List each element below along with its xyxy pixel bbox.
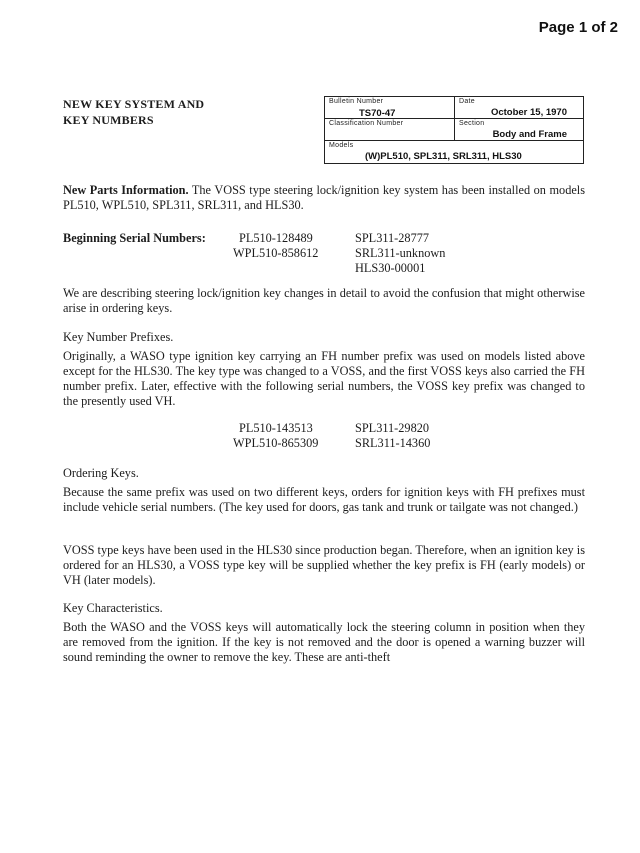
serial-item: SPL311-29820 (355, 421, 430, 435)
models-value: (W)PL510, SPL311, SRL311, HLS30 (365, 151, 522, 162)
beginning-serials-col-1 (233, 231, 318, 261)
bulletin-info-box (324, 96, 584, 164)
classification-cell (325, 119, 455, 141)
vh-serials-col-1 (233, 421, 318, 451)
bulletin-number-label: Bulletin Number (329, 98, 384, 105)
classification-label: Classification Number (329, 120, 404, 127)
serial-item: SRL311-14360 (355, 436, 431, 450)
serial-item: SPL311-28777 (355, 231, 430, 245)
serial-item: PL510-143513 (239, 421, 313, 435)
key-prefixes-paragraph: Originally, a WASO type ignition key carrying an FH number prefix was used on models listed above except for the HLS30. The key type was changed to a VOSS, and the first VOSS keys also carried the FH number prefix. Later, effective with the following serial numbers, the VOSS key prefix was changed to the presently used VH. (63, 349, 585, 408)
serial-item: HLS30-00001 (355, 261, 426, 275)
beginning-serials-label: Beginning Serial Numbers: (63, 231, 206, 245)
key-prefixes-heading: Key Number Prefixes. (63, 330, 174, 344)
date-label: Date (459, 98, 475, 105)
ordering-keys-heading: Ordering Keys. (63, 466, 139, 480)
key-characteristics-heading: Key Characteristics. (63, 601, 163, 615)
date-value: October 15, 1970 (490, 107, 567, 118)
serial-item: SRL311-unknown (355, 246, 446, 260)
new-parts-heading: New Parts Information. (63, 183, 189, 197)
beginning-serials-col-2 (355, 231, 445, 276)
document-title-line-1: NEW KEY SYSTEM AND (63, 97, 205, 111)
section-cell (455, 119, 583, 141)
serial-item: WPL510-858612 (233, 246, 319, 260)
models-cell (325, 141, 583, 163)
section-value: Body and Frame (492, 129, 567, 140)
serial-item: PL510-128489 (239, 231, 313, 245)
new-parts-paragraph (63, 183, 585, 213)
document-title (63, 96, 204, 128)
models-label: Models (329, 142, 354, 149)
bulletin-number-value: TS70-47 (359, 108, 396, 119)
date-cell (455, 97, 583, 119)
document-title-line-2: KEY NUMBERS (63, 113, 154, 127)
describing-paragraph: We are describing steering lock/ignition key changes in detail to avoid the confusion that might otherwise arise in ordering keys. (63, 286, 585, 315)
serial-item: WPL510-865309 (233, 436, 319, 450)
bulletin-number-cell (325, 97, 455, 119)
section-label: Section (459, 120, 485, 127)
page-number: Page 1 of 2 (538, 19, 618, 36)
ordering-keys-paragraph-1: Because the same prefix was used on two different keys, orders for ignition keys with FH prefixes must include vehicle serial numbers. (The key used for doors, gas tank and trunk or tailgate was not changed.) (63, 485, 585, 514)
ordering-keys-paragraph-2: VOSS type keys have been used in the HLS30 since production began. Therefore, when an ignition key is ordered for an HLS30, a VOSS type key will be supplied whether the key prefix is FH (early models) or VH (later models). (63, 543, 585, 587)
key-characteristics-paragraph: Both the WASO and the VOSS keys will automatically lock the steering column in position when they are removed from the ignition. If the key is not removed and the door is opened a warning buzzer will sound reminding the owner to remove the key. These are anti-theft (63, 620, 585, 664)
new-parts-text: The VOSS type steering lock/ignition key system has been installed on models PL510, WPL510, SPL311, SRL311, and HLS30. (63, 183, 585, 212)
vh-serials-col-2 (355, 421, 430, 451)
